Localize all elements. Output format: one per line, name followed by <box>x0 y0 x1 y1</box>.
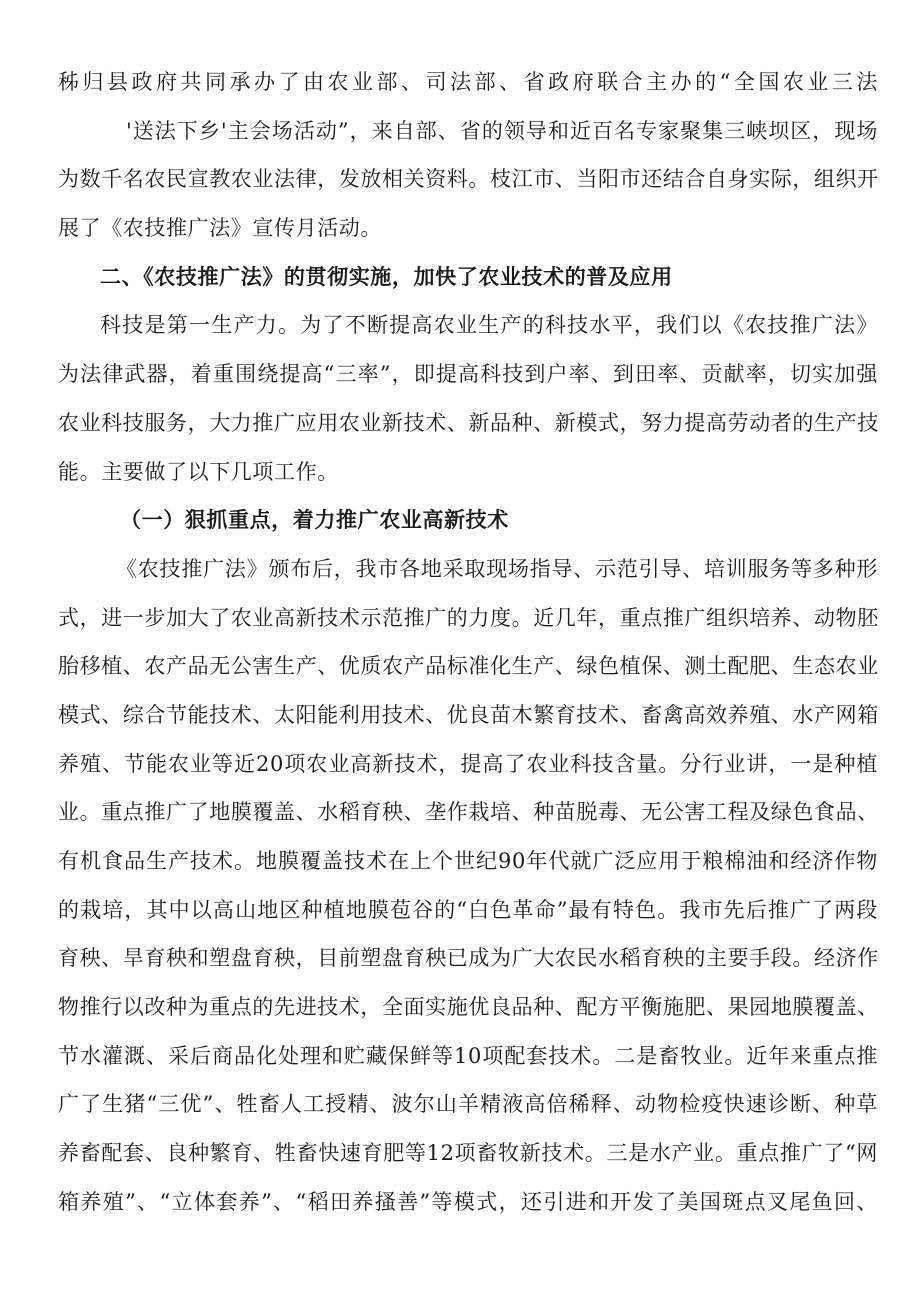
text-line: 秭归县政府共同承办了由农业部、司法部、省政府联合主办的“全国农业三法 <box>58 70 878 94</box>
text-line: 广了生猪“三优”、牲畜人工授精、波尔山羊精液高倍稀释、动物检疫快速诊断、种草 <box>58 1092 878 1117</box>
text-line: 的栽培，其中以高山地区种植地膜苞谷的“白色革命”最有特色。我市先后推广了两段 <box>58 897 878 922</box>
text-line: 养畜配套、良种繁育、牲畜快速育肥等12项畜牧新技术。三是水产业。重点推广了“网 <box>58 1141 878 1166</box>
body-paragraph <box>58 301 878 496</box>
text-line: 展了《农技推广法》宣传月活动。 <box>58 216 382 241</box>
text-line: 育秧、旱育秧和塑盘育秧，目前塑盘育秧已成为广大农民水稻育秧的主要手段。经济作 <box>58 946 879 971</box>
text-line: 节水灌溉、采后商品化处理和贮藏保鲜等10项配套技术。二是畜牧业。近年来重点推 <box>58 1043 878 1068</box>
text-line: 物推行以改种为重点的先进技术，全面实施优良品种、配方平衡施肥、果园地膜覆盖、 <box>58 995 879 1020</box>
text-line: 为法律武器，着重围绕提高“三率”，即提高科技到户率、到田率、贡献率，切实加强 <box>58 362 878 387</box>
text-line: 养殖、节能农业等近20项农业高新技术，提高了农业科技含量。分行业讲，一是种植 <box>58 751 878 776</box>
text-line: （一）狠抓重点，着力推广农业高新技术 <box>120 508 509 533</box>
text-line: 模式、综合节能技术、太阳能利用技术、优良苗木繁育技术、畜禽高效养殖、水产网箱 <box>58 702 879 727</box>
text-line: 《农技推广法》颁布后，我市各地采取现场指导、示范引导、培训服务等多种形 <box>116 556 878 581</box>
text-line: 式，进一步加大了农业高新技术示范推广的力度。近几年，重点推广组织培养、动物胚 <box>58 605 879 630</box>
text-line: 二、《农技推广法》的贯彻实施，加快了农业技术的普及应用 <box>100 264 673 289</box>
text-line: 箱养殖”、“立体套养”、“稻田养搔善”等模式，还引进和开发了美国斑点叉尾鱼回、 <box>58 1189 878 1214</box>
text-line: 胎移植、农产品无公害生产、优质农产品标准化生产、绿色植保、测土配肥、生态农业 <box>58 654 879 679</box>
body-paragraph <box>58 58 878 253</box>
text-line: 有机食品生产技术。地膜覆盖技术在上个世纪90年代就广泛应用于粮棉油和经济作物 <box>58 849 878 873</box>
body-paragraph <box>58 545 878 1227</box>
document-page <box>58 58 878 1227</box>
text-line: 农业科技服务，大力推广应用农业新技术、新品种、新模式，努力提高劳动者的生产技 <box>58 410 879 435</box>
text-line: '送法下乡'主会场活动”，来自部、省的领导和近百名专家聚集三峡坝区，现场 <box>126 118 878 143</box>
section-heading <box>58 253 878 302</box>
section-heading <box>58 496 878 545</box>
text-line: 能。主要做了以下几项工作。 <box>58 459 339 484</box>
text-line: 为数千名农民宣教农业法律，发放相关资料。枝江市、当阳市还结合自身实际，组织开 <box>58 167 879 192</box>
text-line: 业。重点推广了地膜覆盖、水稻育秧、垄作栽培、种苗脱毒、无公害工程及绿色食品、 <box>58 800 879 825</box>
text-line: 科技是第一生产力。为了不断提高农业生产的科技水平，我们以《农技推广法》 <box>100 313 878 338</box>
